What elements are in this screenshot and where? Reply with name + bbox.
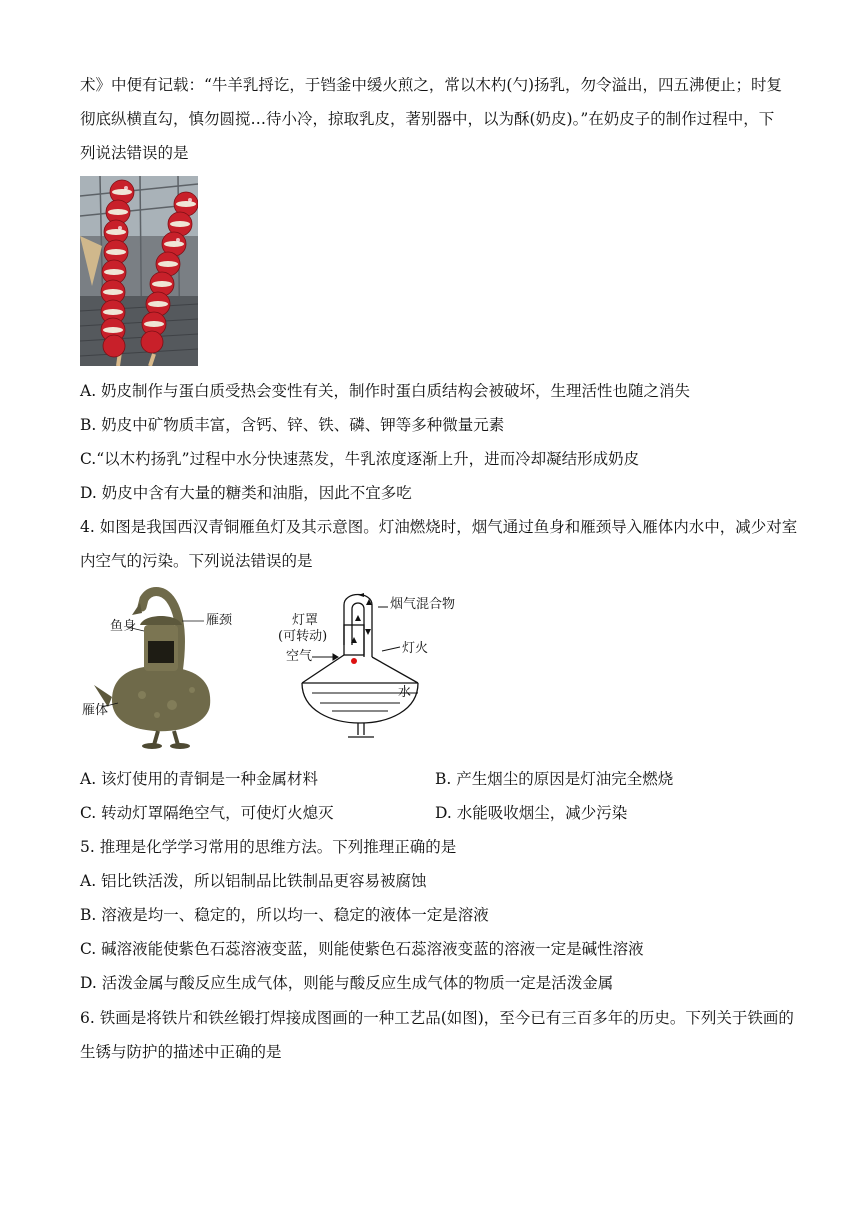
q6-stem-line-1: 6. 铁画是将铁片和铁丝锻打焊接成图画的一种工艺品(如图)，至今已有三百多年的历史。下列关于铁画的 xyxy=(80,1009,794,1027)
label-goose-neck: 雁颈 xyxy=(206,613,233,628)
label-lamp-cover: 灯罩 xyxy=(292,613,319,628)
q6-stem-line-2: 生锈与防护的描述中正确的是 xyxy=(80,1043,282,1061)
q3-option-a: A. 奶皮制作与蛋白质受热会变性有关，制作时蛋白质结构会被破坏，生理活性也随之消失 xyxy=(80,382,691,400)
q3-option-d: D. 奶皮中含有大量的糖类和油脂，因此不宜多吃 xyxy=(80,484,412,502)
q4-options-row-2 xyxy=(80,802,800,824)
label-smoke-mixture: 烟气混合物 xyxy=(390,597,456,612)
q5-option-d: D. 活泼金属与酸反应生成气体，则能与酸反应生成气体的物质一定是活泼金属 xyxy=(80,974,614,992)
q5-stem: 5. 推理是化学学习常用的思维方法。下列推理正确的是 xyxy=(80,838,457,856)
q5-option-b: B. 溶液是均一、稳定的，所以均一、稳定的液体一定是溶液 xyxy=(80,906,489,924)
candied-fruit-photo xyxy=(80,176,198,366)
label-rotatable: (可转动) xyxy=(278,629,328,644)
q3-stem-line-2: 彻底纵横直勾，慎勿圆搅…待小冷，掠取乳皮，著别器中，以为酥(奶皮)。”在奶皮子的制作过程中，下 xyxy=(80,110,775,128)
q3-option-c: C.“以木杓扬乳”过程中水分快速蒸发，牛乳浓度逐渐上升，进而冷却凝结形成奶皮 xyxy=(80,450,640,468)
bronze-lamp-figure xyxy=(82,585,252,750)
q4-options-row-1 xyxy=(80,768,800,790)
q4-option-b: B. 产生烟尘的原因是灯油完全燃烧 xyxy=(435,770,674,788)
q3-option-b: B. 奶皮中矿物质丰富，含钙、锌、铁、磷、钾等多种微量元素 xyxy=(80,416,505,434)
label-fish-body: 鱼身 xyxy=(110,619,137,634)
q4-option-a: A. 该灯使用的青铜是一种金属材料 xyxy=(80,770,319,788)
q4-option-d: D. 水能吸收烟尘，减少污染 xyxy=(435,804,628,822)
q4-option-c: C. 转动灯罩隔绝空气，可使灯火熄灭 xyxy=(80,804,334,822)
q5-option-a: A. 铝比铁活泼，所以铝制品比铁制品更容易被腐蚀 xyxy=(80,872,427,890)
q5-option-c: C. 碱溶液能使紫色石蕊溶液变蓝，则能使紫色石蕊溶液变蓝的溶液一定是碱性溶液 xyxy=(80,940,644,958)
q3-stem-line-1: 术》中便有记载：“牛羊乳捋讫，于铛釜中缓火煎之，常以木杓(勺)扬乳，勿令溢出，四五沸便止；时复 xyxy=(80,76,783,94)
q4-stem-line-2: 内空气的污染。下列说法错误的是 xyxy=(80,552,313,570)
label-goose-body: 雁体 xyxy=(82,703,109,718)
q3-stem-line-3: 列说法错误的是 xyxy=(80,144,189,162)
q4-stem-line-1: 4. 如图是我国西汉青铜雁鱼灯及其示意图。灯油燃烧时，烟气通过鱼身和雁颈导入雁体内水中，减少对室 xyxy=(80,518,798,536)
label-flame: 灯火 xyxy=(402,641,429,656)
lamp-schematic-diagram xyxy=(272,585,482,750)
label-air: 空气 xyxy=(286,649,313,664)
label-water: 水 xyxy=(398,685,412,700)
